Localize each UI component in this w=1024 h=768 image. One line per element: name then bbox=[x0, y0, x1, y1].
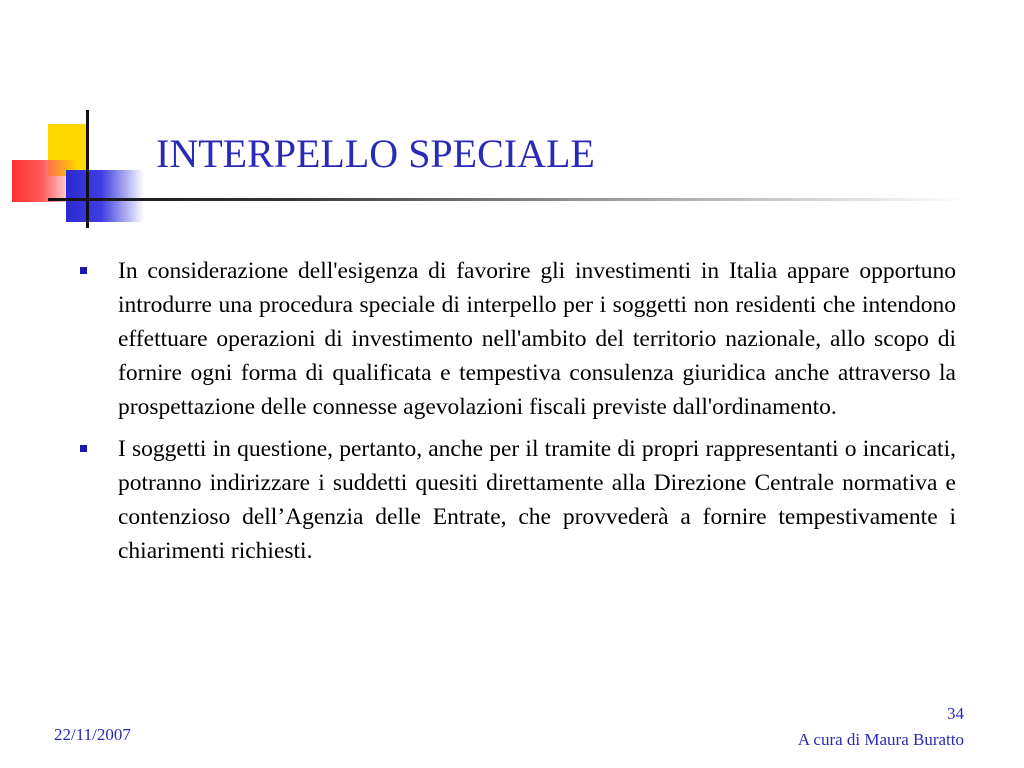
vertical-rule bbox=[86, 110, 89, 228]
page-number: 34 bbox=[947, 704, 964, 723]
bullet-text: In considerazione dell'esigenza di favorire gli investimenti in Italia appare opportuno introdurre una procedura speciale di interpello per i soggetti non residenti che intendono effettuare operazioni di investimento nell'ambito del territorio nazionale, allo scopo di fornire ogni forma di qualificata e tempestiva consulenza giuridica anche attraverso la prospettazione delle connesse agevolazioni fiscali previste dall'ordinamento. bbox=[118, 258, 956, 420]
slide-content bbox=[80, 254, 956, 576]
bullet-item bbox=[80, 432, 956, 568]
slide-title: INTERPELLO SPECIALE bbox=[156, 131, 595, 176]
blue-square bbox=[66, 170, 144, 222]
decorative-squares bbox=[0, 0, 200, 240]
footer-date: 22/11/2007 bbox=[54, 725, 131, 744]
footer-author: A cura di Maura Buratto bbox=[797, 730, 964, 749]
bullet-square-icon bbox=[80, 445, 87, 452]
bullet-square-icon bbox=[80, 267, 87, 274]
bullet-item bbox=[80, 254, 956, 424]
title-underline bbox=[48, 198, 968, 201]
bullet-text: I soggetti in questione, pertanto, anche per il tramite di propri rappresentanti o incaricati, potranno indirizzare i suddetti quesiti direttamente alla Direzione Centrale normativa e contenzioso dell’Agenzia delle Entrate, che provvederà a fornire tempestivamente i chiarimenti richiesti. bbox=[118, 436, 956, 564]
